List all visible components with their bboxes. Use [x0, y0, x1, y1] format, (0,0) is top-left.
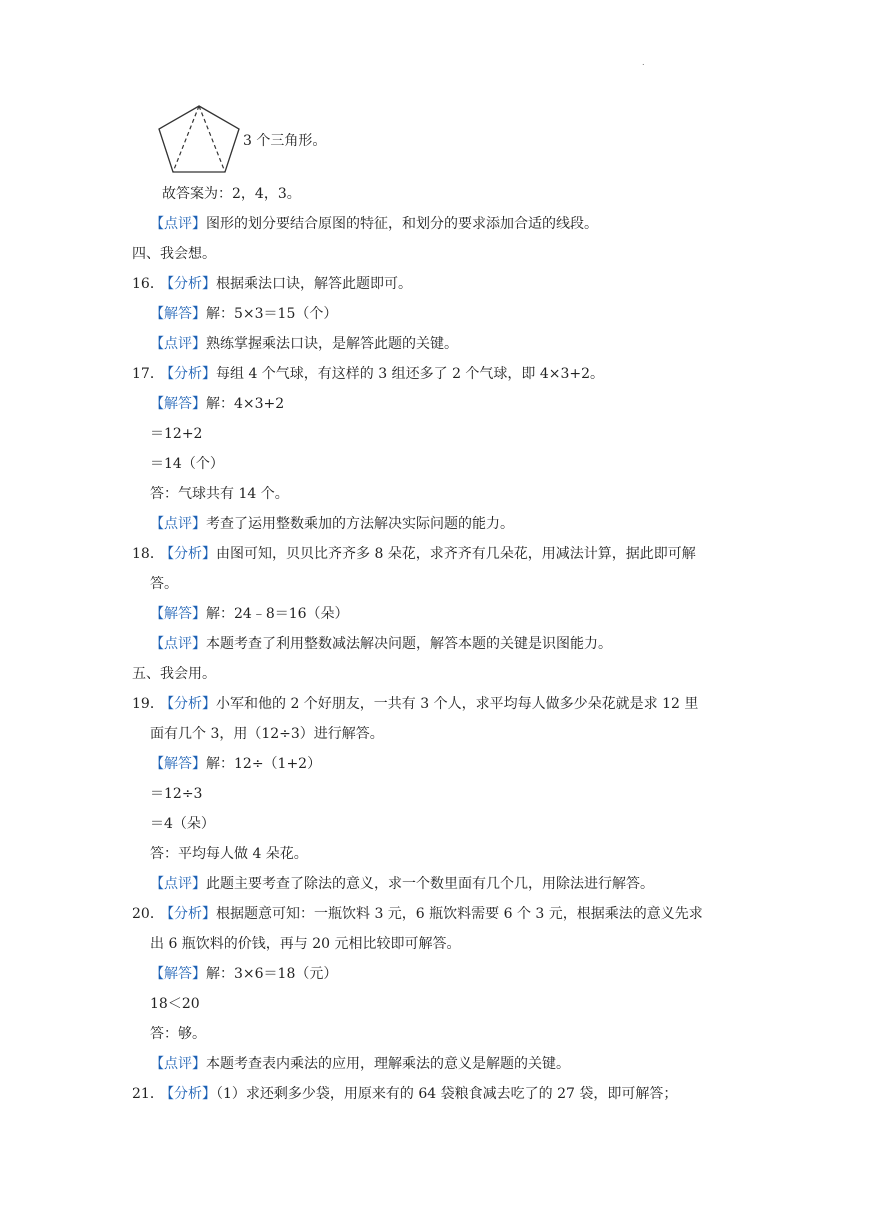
line-text: 故答案为：2，4，3。	[162, 186, 301, 202]
text-line	[150, 604, 349, 624]
question-number: 20．	[132, 906, 164, 922]
line-text: 此题主要考查了除法的意义，求一个数里面有几个几，用除法进行解答。	[206, 876, 654, 892]
line-text: 解：3×6＝18（元）	[206, 966, 338, 982]
text-line	[150, 844, 308, 864]
text-line	[150, 514, 514, 534]
line-text: 答。	[150, 576, 178, 592]
text-line	[150, 994, 200, 1014]
text-line	[150, 784, 202, 804]
text-line	[150, 874, 654, 894]
text-line	[150, 574, 178, 594]
text-line	[150, 454, 224, 474]
line-text: 考查了运用整数乘加的方法解决实际问题的能力。	[206, 516, 514, 532]
section-tag: 【解答】	[150, 966, 206, 982]
pentagon-divided-icon	[156, 103, 242, 175]
text-line	[150, 1054, 570, 1074]
line-text: 根据题意可知：一瓶饮料 3 元，6 瓶饮料需要 6 个 3 元，根据乘法的意义先求	[216, 906, 703, 922]
line-text: ＝12+2	[150, 426, 203, 442]
text-line	[150, 1024, 206, 1044]
section-tag: 【解答】	[150, 306, 206, 322]
line-text: 解：24﹣8＝16（朵）	[206, 606, 349, 622]
text-line	[132, 1084, 677, 1104]
line-text: 答：平均每人做 4 朵花。	[150, 846, 308, 862]
text-line	[150, 814, 215, 834]
line-text: 解：5×3＝15（个）	[206, 306, 338, 322]
line-text: 每组 4 个气球，有这样的 3 组还多了 2 个气球，即 4×3+2。	[216, 366, 605, 382]
text-line	[150, 634, 612, 654]
text-line	[150, 424, 202, 444]
line-text: ＝4（朵）	[150, 816, 215, 832]
line-text: 根据乘法口诀，解答此题即可。	[216, 276, 412, 292]
line-text: 由图可知，贝贝比齐齐多 8 朵花，求齐齐有几朵花，用减法计算，据此即可解	[216, 546, 696, 562]
question-number: 17．	[132, 366, 164, 382]
section-tag: 【点评】	[150, 516, 206, 532]
line-text: 五、我会用。	[132, 666, 216, 682]
text-line	[132, 274, 412, 294]
question-number: 19．	[132, 696, 164, 712]
text-line	[150, 754, 321, 774]
page-mark: .	[642, 58, 645, 67]
section-tag: 【点评】	[150, 336, 206, 352]
section-tag: 【点评】	[150, 216, 206, 232]
line-text: ＝12÷3	[150, 786, 203, 802]
text-line	[132, 694, 698, 714]
line-text: 本题考查了利用整数减法解决问题，解答本题的关键是识图能力。	[206, 636, 612, 652]
section-tag: 【分析】	[160, 696, 216, 712]
line-text: 答：够。	[150, 1026, 206, 1042]
section-tag: 【分析】	[160, 1086, 216, 1102]
line-text: 18＜20	[150, 996, 200, 1012]
question-number: 18．	[132, 546, 164, 562]
line-text: 解：12÷（1+2）	[206, 756, 322, 772]
line-text: 出 6 瓶饮料的价钱，再与 20 元相比较即可解答。	[150, 936, 461, 952]
figure-caption: 3 个三角形。	[243, 133, 327, 149]
line-text: 小军和他的 2 个好朋友，一共有 3 个人，求平均每人做多少朵花就是求 12 里	[216, 696, 699, 712]
text-line	[132, 244, 216, 264]
text-line	[150, 724, 384, 744]
question-number: 16．	[132, 276, 164, 292]
text-line	[132, 364, 604, 384]
line-text: 图形的划分要结合原图的特征，和划分的要求添加合适的线段。	[206, 216, 598, 232]
section-tag: 【分析】	[160, 366, 216, 382]
section-tag: 【分析】	[160, 906, 216, 922]
text-line	[150, 334, 458, 354]
line-text: 四、我会想。	[132, 246, 216, 262]
text-line	[150, 934, 461, 954]
line-text: 熟练掌握乘法口诀，是解答此题的关键。	[206, 336, 458, 352]
text-line	[162, 184, 301, 204]
section-tag: 【分析】	[160, 276, 216, 292]
section-tag: 【解答】	[150, 756, 206, 772]
line-text: 解：4×3+2	[206, 396, 285, 412]
text-line	[132, 904, 703, 924]
section-tag: 【点评】	[150, 876, 206, 892]
text-line	[150, 214, 598, 234]
line-text: 面有几个 3，用（12÷3）进行解答。	[150, 726, 384, 742]
section-tag: 【点评】	[150, 1056, 206, 1072]
section-tag: 【点评】	[150, 636, 206, 652]
text-line	[132, 664, 216, 684]
text-line	[150, 304, 337, 324]
section-tag: 【解答】	[150, 396, 206, 412]
text-line	[150, 484, 289, 504]
line-text: （1）求还剩多少袋，用原来有的 64 袋粮食减去吃了的 27 袋，即可解答；	[216, 1086, 678, 1102]
line-text: 本题考查表内乘法的应用，理解乘法的意义是解题的关键。	[206, 1056, 570, 1072]
text-line	[150, 964, 337, 984]
line-text: 答：气球共有 14 个。	[150, 486, 289, 502]
text-line	[132, 544, 696, 564]
question-number: 21．	[132, 1086, 164, 1102]
text-line	[150, 394, 284, 414]
section-tag: 【解答】	[150, 606, 206, 622]
line-text: ＝14（个）	[150, 456, 224, 472]
section-tag: 【分析】	[160, 546, 216, 562]
